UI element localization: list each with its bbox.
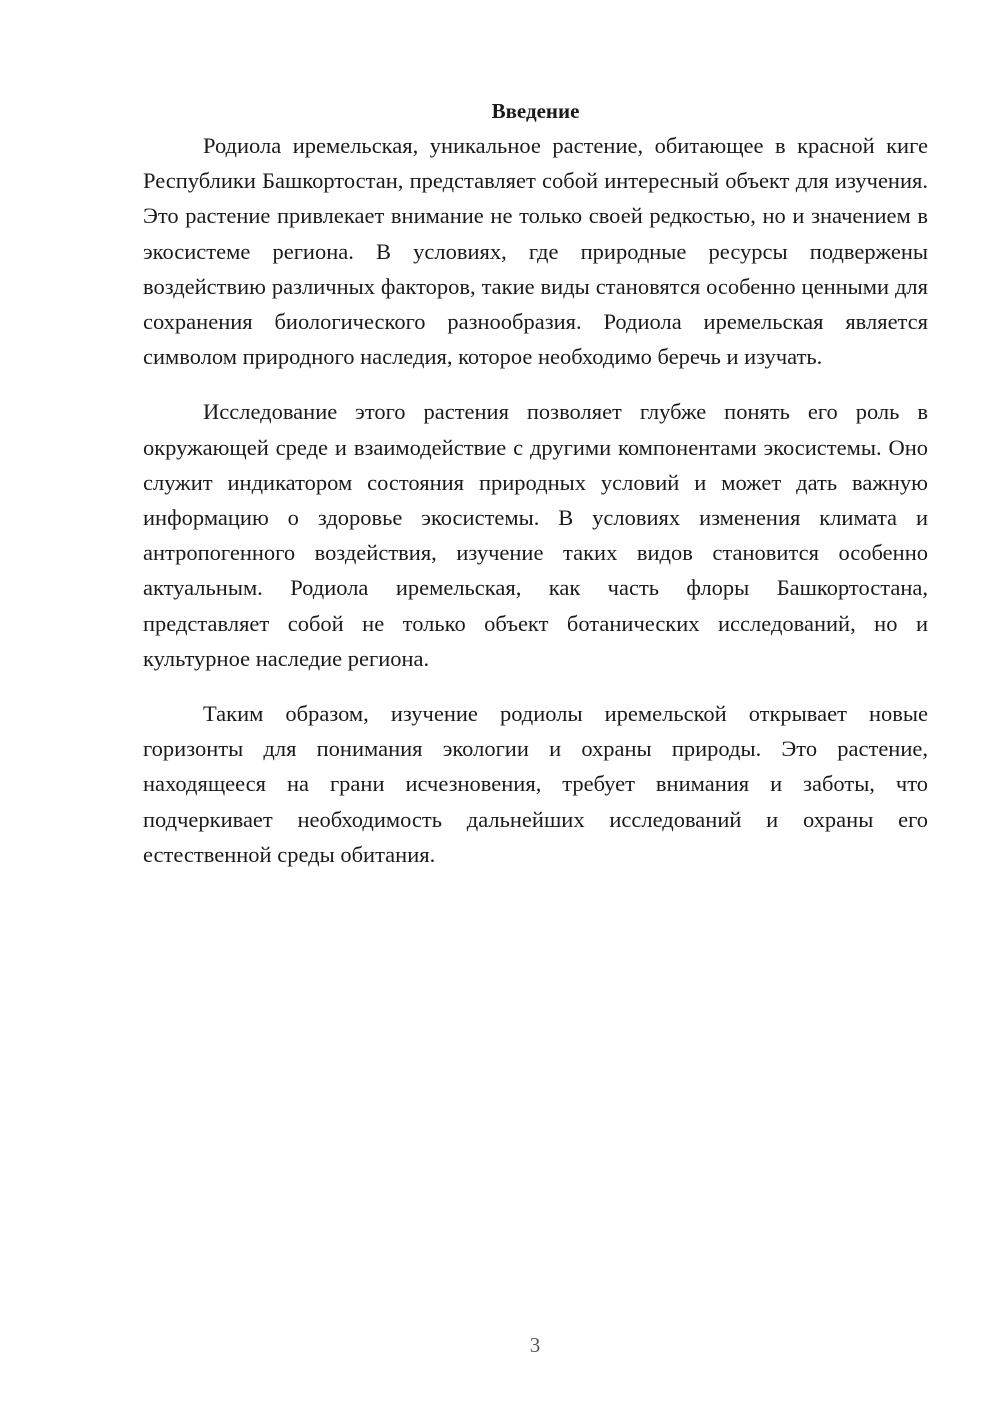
paragraph-2: Исследование этого растения позволяет глубже понять его роль в окружающей среде и взаимодействие с другими компонентами экосистемы. Оно служит индикатором состояния природных условий и может дать важную информацию о здоровье экосистемы. В условиях изменения климата и антропогенного воздействия, изучение таких видов становится особенно актуальным. Родиола иремельская, как часть флоры Башкортостана, представляет собой не только объект ботанических исследований, но и культурное наследие региона. xyxy=(143,399,928,671)
paragraph-3: Таким образом, изучение родиолы иремельской открывает новые горизонты для понимания экологии и охраны природы. Это растение, находящееся на грани исчезновения, требует внимания и заботы, что подчеркивает необходимость дальнейших исследований и охраны его естественной среды обитания. xyxy=(143,701,928,867)
page-number: 3 xyxy=(529,1333,541,1357)
paragraph-1: Родиола иремельская, уникальное растение, обитающее в красной киге Республики Башкортостан, представляет собой интересный объект для изучения. Это растение привлекает внимание не только своей редкостью, но и значением в экосистеме региона. В условиях, где природные ресурсы подвержены воздействию различных факторов, такие виды становятся особенно ценными для сохранения биологического разнообразия. Родиола иремельская является символом природного наследия, которое необходимо беречь и изучать. xyxy=(143,133,928,370)
document-page xyxy=(143,96,928,872)
section-heading: Введение xyxy=(491,99,580,123)
